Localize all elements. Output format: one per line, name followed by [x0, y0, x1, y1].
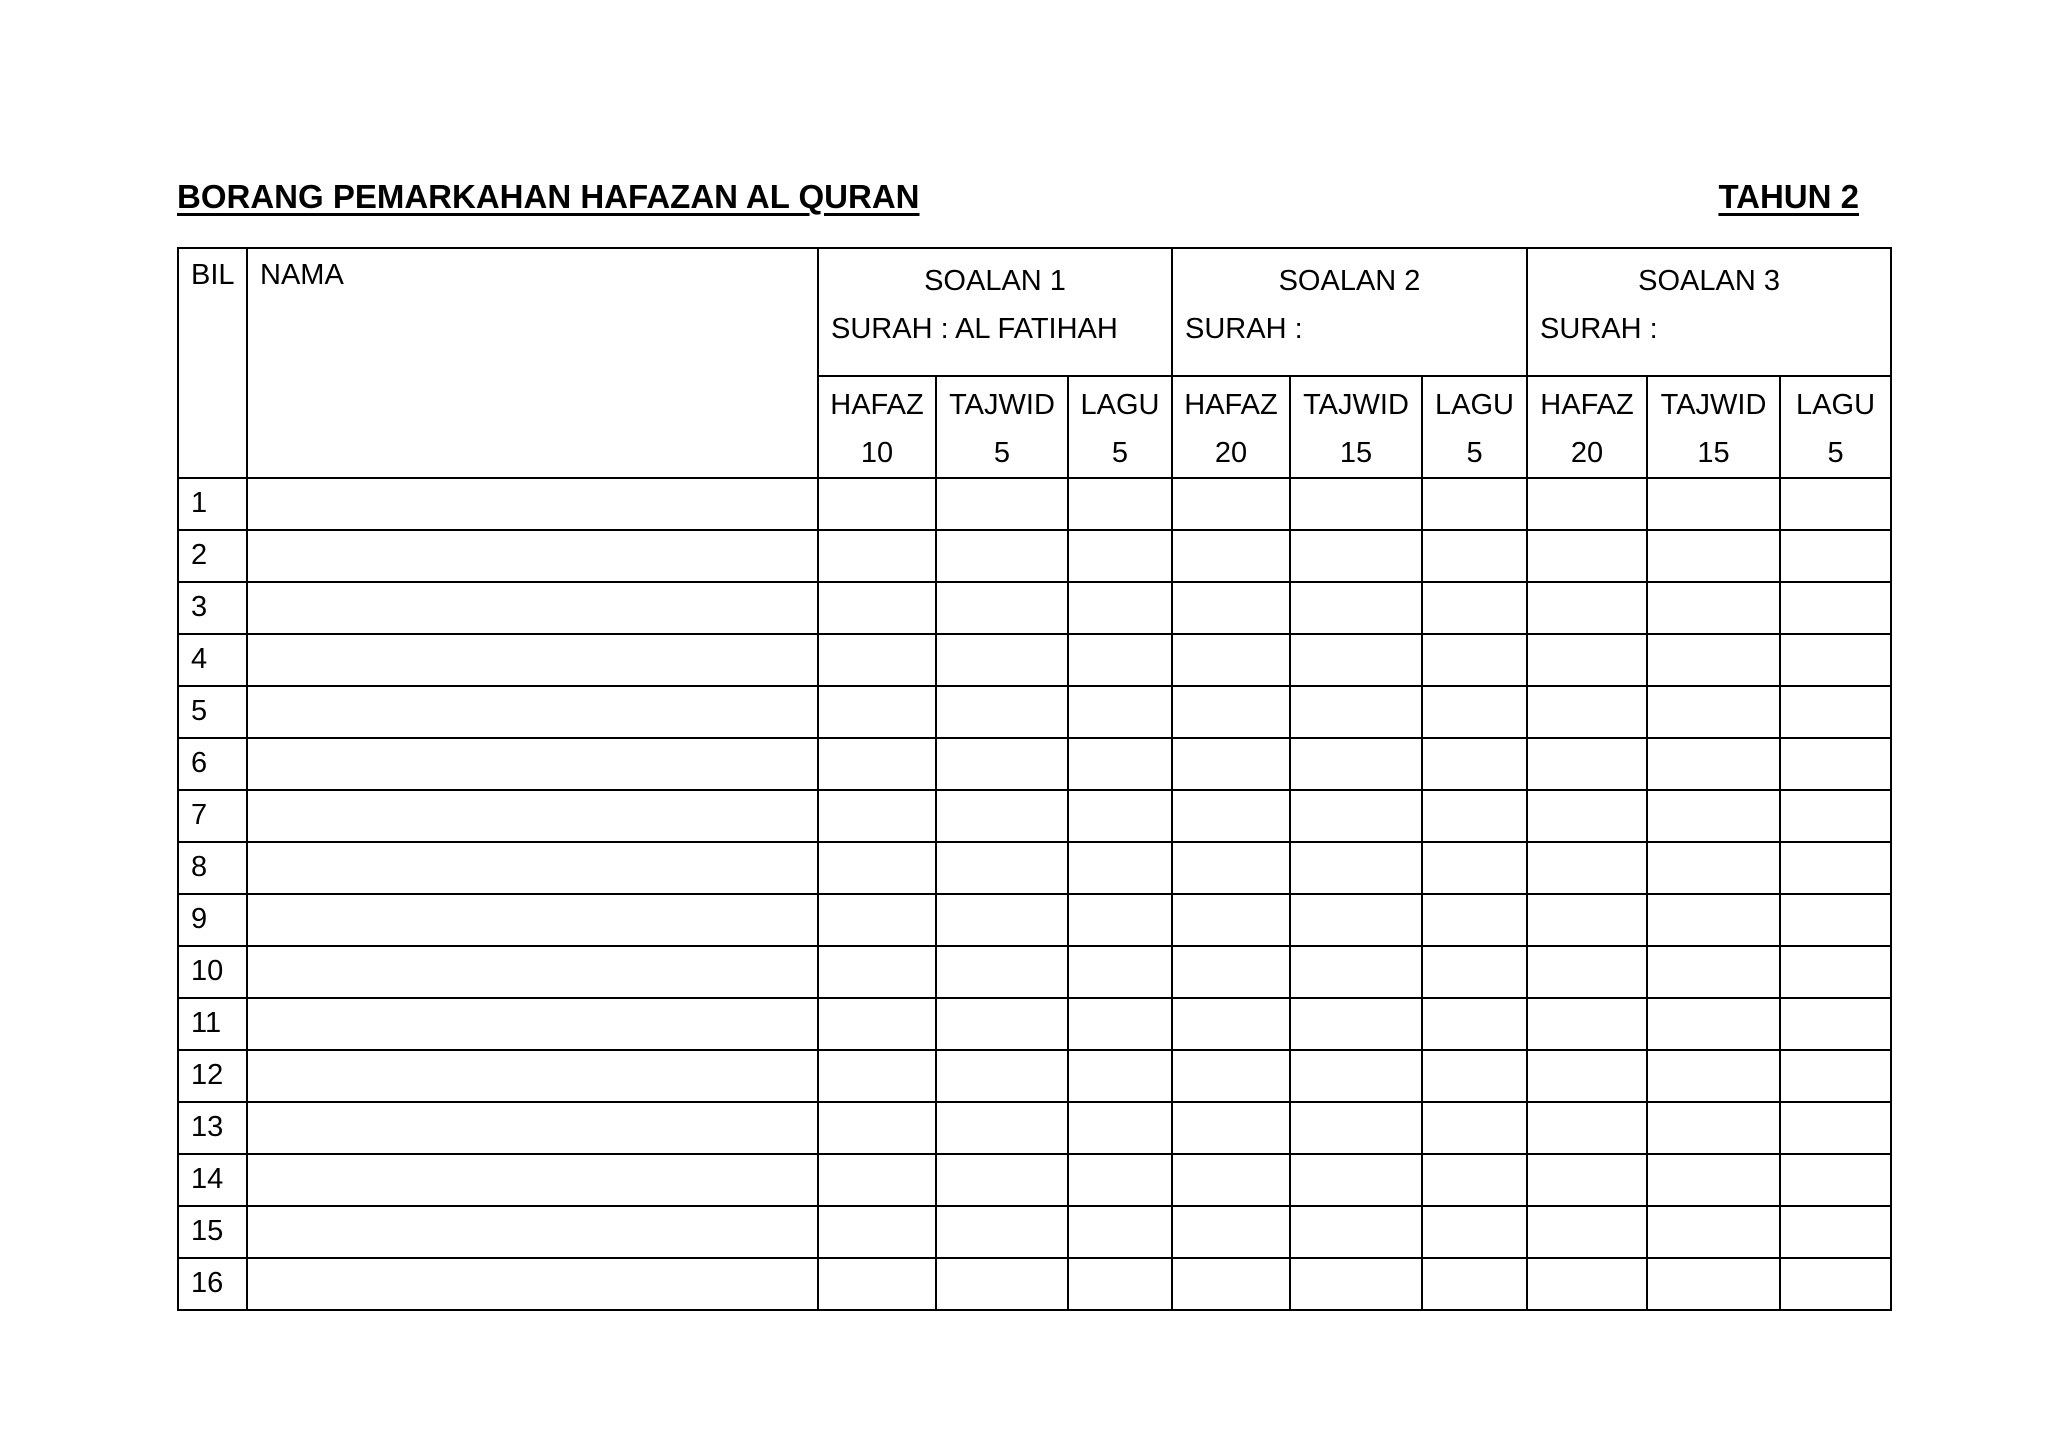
score-cell[interactable]	[1290, 894, 1422, 946]
name-cell[interactable]	[247, 686, 818, 738]
score-cell[interactable]	[936, 634, 1068, 686]
criteria-header	[1527, 376, 1647, 478]
form-title: BORANG PEMARKAHAN HAFAZAN AL QURAN	[177, 178, 920, 215]
score-cell[interactable]	[1422, 1154, 1527, 1206]
score-cell[interactable]	[1068, 894, 1172, 946]
score-cell[interactable]	[1527, 1206, 1647, 1258]
score-cell[interactable]	[818, 1206, 936, 1258]
score-cell[interactable]	[1172, 1258, 1290, 1310]
name-cell[interactable]	[247, 738, 818, 790]
score-cell[interactable]	[1422, 894, 1527, 946]
score-cell[interactable]	[1780, 1050, 1891, 1102]
score-cell[interactable]	[1780, 582, 1891, 634]
row-number: 15	[178, 1206, 247, 1258]
score-cell[interactable]	[818, 582, 936, 634]
score-table	[177, 247, 1892, 1311]
score-cell[interactable]	[1422, 1050, 1527, 1102]
score-cell[interactable]	[936, 686, 1068, 738]
row-number: 6	[178, 738, 247, 790]
score-cell[interactable]	[1527, 738, 1647, 790]
score-cell[interactable]	[1780, 738, 1891, 790]
score-cell[interactable]	[1647, 634, 1780, 686]
question-surah: SURAH :	[1185, 313, 1303, 345]
score-cell[interactable]	[1422, 998, 1527, 1050]
score-cell[interactable]	[1647, 1206, 1780, 1258]
score-cell[interactable]	[936, 1206, 1068, 1258]
name-cell[interactable]	[247, 946, 818, 998]
row-number: 9	[178, 894, 247, 946]
row-number: 13	[178, 1102, 247, 1154]
score-cell[interactable]	[1068, 842, 1172, 894]
criteria-label: LAGU	[1796, 389, 1876, 421]
score-cell[interactable]	[1647, 738, 1780, 790]
score-cell[interactable]	[1647, 790, 1780, 842]
criteria-max: 5	[1466, 437, 1483, 469]
score-cell[interactable]	[1068, 738, 1172, 790]
row-number: 1	[178, 478, 247, 530]
criteria-header	[1290, 376, 1422, 478]
year-label: TAHUN 2	[1718, 178, 1859, 215]
score-cell[interactable]	[1422, 686, 1527, 738]
name-cell[interactable]	[247, 790, 818, 842]
name-cell[interactable]	[247, 894, 818, 946]
score-cell[interactable]	[1068, 478, 1172, 530]
criteria-max: 10	[860, 437, 894, 469]
score-cell[interactable]	[936, 894, 1068, 946]
score-cell[interactable]	[818, 790, 936, 842]
name-cell[interactable]	[247, 1258, 818, 1310]
score-cell[interactable]	[1647, 1154, 1780, 1206]
criteria-max: 5	[1111, 437, 1129, 469]
score-cell[interactable]	[1290, 1258, 1422, 1310]
criteria-max: 15	[1339, 437, 1373, 469]
score-cell[interactable]	[818, 738, 936, 790]
score-cell[interactable]	[1647, 1050, 1780, 1102]
score-cell[interactable]	[818, 1154, 936, 1206]
score-cell[interactable]	[1290, 738, 1422, 790]
criteria-label: LAGU	[1080, 389, 1160, 421]
score-cell[interactable]	[1290, 686, 1422, 738]
row-number: 8	[178, 842, 247, 894]
score-cell[interactable]	[1172, 582, 1290, 634]
question-surah: SURAH : AL FATIHAH	[831, 313, 1118, 345]
score-cell[interactable]	[1290, 998, 1422, 1050]
criteria-max: 5	[1827, 437, 1844, 469]
table-row	[178, 790, 1891, 842]
table-row	[178, 1050, 1891, 1102]
score-cell[interactable]	[1422, 582, 1527, 634]
score-cell[interactable]	[936, 478, 1068, 530]
score-cell[interactable]	[1068, 582, 1172, 634]
score-cell[interactable]	[1068, 1258, 1172, 1310]
score-cell[interactable]	[1647, 1258, 1780, 1310]
criteria-label: HAFAZ	[1184, 389, 1278, 421]
score-cell[interactable]	[1422, 1102, 1527, 1154]
score-cell[interactable]	[1068, 998, 1172, 1050]
score-cell[interactable]	[1290, 582, 1422, 634]
score-cell[interactable]	[1780, 842, 1891, 894]
score-cell[interactable]	[1527, 686, 1647, 738]
score-cell[interactable]	[1422, 478, 1527, 530]
score-cell[interactable]	[1780, 790, 1891, 842]
table-row	[178, 530, 1891, 582]
score-cell[interactable]	[936, 1258, 1068, 1310]
score-cell[interactable]	[1527, 1102, 1647, 1154]
row-number: 16	[178, 1258, 247, 1310]
score-cell[interactable]	[1068, 946, 1172, 998]
score-cell[interactable]	[1527, 998, 1647, 1050]
score-cell[interactable]	[1527, 842, 1647, 894]
row-number: 7	[178, 790, 247, 842]
score-cell[interactable]	[1780, 998, 1891, 1050]
table-row	[178, 842, 1891, 894]
criteria-header	[1172, 376, 1290, 478]
table-row	[178, 686, 1891, 738]
score-cell[interactable]	[1647, 946, 1780, 998]
criteria-header	[818, 376, 936, 478]
score-cell[interactable]	[1290, 1050, 1422, 1102]
table-row	[178, 946, 1891, 998]
criteria-header	[1780, 376, 1891, 478]
row-number: 11	[178, 998, 247, 1050]
score-cell[interactable]	[1068, 1102, 1172, 1154]
score-cell[interactable]	[1172, 530, 1290, 582]
score-cell[interactable]	[1068, 530, 1172, 582]
score-cell[interactable]	[1290, 478, 1422, 530]
score-cell[interactable]	[936, 842, 1068, 894]
score-cell[interactable]	[936, 946, 1068, 998]
score-cell[interactable]	[1422, 738, 1527, 790]
table-row	[178, 582, 1891, 634]
score-cell[interactable]	[1290, 946, 1422, 998]
criteria-label: TAJWID	[1303, 389, 1409, 421]
score-cell[interactable]	[936, 790, 1068, 842]
score-cell[interactable]	[1780, 530, 1891, 582]
question-header-2	[1172, 248, 1527, 376]
score-cell[interactable]	[1647, 478, 1780, 530]
row-number: 3	[178, 582, 247, 634]
score-cell[interactable]	[818, 1102, 936, 1154]
score-cell[interactable]	[1172, 1050, 1290, 1102]
score-cell[interactable]	[818, 1258, 936, 1310]
score-cell[interactable]	[1527, 894, 1647, 946]
score-cell[interactable]	[1422, 946, 1527, 998]
name-cell[interactable]	[247, 1102, 818, 1154]
score-cell[interactable]	[1422, 530, 1527, 582]
score-cell[interactable]	[818, 998, 936, 1050]
question-title: SOALAN 3	[1638, 265, 1780, 297]
score-cell[interactable]	[1527, 1154, 1647, 1206]
score-cell[interactable]	[1290, 1102, 1422, 1154]
score-cell[interactable]	[1172, 790, 1290, 842]
score-cell[interactable]	[936, 738, 1068, 790]
score-cell[interactable]	[936, 582, 1068, 634]
score-cell[interactable]	[1422, 634, 1527, 686]
score-cell[interactable]	[1422, 1206, 1527, 1258]
score-cell[interactable]	[936, 1050, 1068, 1102]
table-row	[178, 894, 1891, 946]
score-cell[interactable]	[1647, 582, 1780, 634]
name-cell[interactable]	[247, 634, 818, 686]
table-row	[178, 1102, 1891, 1154]
score-cell[interactable]	[1527, 634, 1647, 686]
score-cell[interactable]	[1290, 790, 1422, 842]
score-cell[interactable]	[1422, 1258, 1527, 1310]
score-cell[interactable]	[1527, 1050, 1647, 1102]
criteria-label: HAFAZ	[830, 389, 924, 421]
criteria-max: 20	[1214, 437, 1248, 469]
row-number: 14	[178, 1154, 247, 1206]
score-cell[interactable]	[1068, 1050, 1172, 1102]
criteria-max: 15	[1697, 437, 1730, 469]
score-cell[interactable]	[1172, 998, 1290, 1050]
score-cell[interactable]	[1647, 530, 1780, 582]
score-cell[interactable]	[818, 842, 936, 894]
table-row	[178, 998, 1891, 1050]
name-cell[interactable]	[247, 842, 818, 894]
header-row-questions	[178, 248, 1891, 376]
score-cell[interactable]	[1290, 634, 1422, 686]
score-cell[interactable]	[1527, 478, 1647, 530]
score-cell[interactable]	[818, 686, 936, 738]
table-row	[178, 738, 1891, 790]
criteria-header	[1422, 376, 1527, 478]
name-cell[interactable]	[247, 1206, 818, 1258]
score-cell[interactable]	[1780, 946, 1891, 998]
score-cell[interactable]	[818, 478, 936, 530]
score-cell[interactable]	[936, 1154, 1068, 1206]
score-cell[interactable]	[1780, 686, 1891, 738]
score-cell[interactable]	[1290, 530, 1422, 582]
score-cell[interactable]	[1290, 842, 1422, 894]
name-cell[interactable]	[247, 530, 818, 582]
score-cell[interactable]	[1647, 998, 1780, 1050]
score-cell[interactable]	[936, 1102, 1068, 1154]
question-surah: SURAH :	[1540, 313, 1658, 345]
score-cell[interactable]	[1780, 1258, 1891, 1310]
score-cell[interactable]	[1780, 478, 1891, 530]
criteria-max: 20	[1570, 437, 1604, 469]
score-cell[interactable]	[1780, 1154, 1891, 1206]
score-cell[interactable]	[1527, 946, 1647, 998]
score-cell[interactable]	[1290, 1206, 1422, 1258]
name-cell[interactable]	[247, 582, 818, 634]
name-cell[interactable]	[247, 1154, 818, 1206]
score-cell[interactable]	[1172, 1154, 1290, 1206]
score-cell[interactable]	[1172, 1102, 1290, 1154]
score-cell[interactable]	[1422, 790, 1527, 842]
score-cell[interactable]	[1068, 634, 1172, 686]
row-number: 5	[178, 686, 247, 738]
score-cell[interactable]	[1780, 894, 1891, 946]
table-row	[178, 634, 1891, 686]
name-cell[interactable]	[247, 478, 818, 530]
score-cell[interactable]	[1172, 1206, 1290, 1258]
question-header-3	[1527, 248, 1891, 376]
row-number: 10	[178, 946, 247, 998]
score-cell[interactable]	[1422, 842, 1527, 894]
score-cell[interactable]	[936, 530, 1068, 582]
criteria-header	[1068, 376, 1172, 478]
criteria-header	[936, 376, 1068, 478]
score-cell[interactable]	[1647, 894, 1780, 946]
score-cell[interactable]	[1780, 1206, 1891, 1258]
score-cell[interactable]	[1172, 478, 1290, 530]
criteria-label: HAFAZ	[1540, 389, 1634, 421]
score-cell[interactable]	[1290, 1154, 1422, 1206]
score-cell[interactable]	[1068, 1206, 1172, 1258]
score-cell[interactable]	[1172, 842, 1290, 894]
score-cell[interactable]	[1172, 738, 1290, 790]
question-title: SOALAN 1	[924, 265, 1066, 297]
score-cell[interactable]	[1172, 686, 1290, 738]
score-cell[interactable]	[818, 1050, 936, 1102]
score-cell[interactable]	[1647, 686, 1780, 738]
score-cell[interactable]	[1527, 1258, 1647, 1310]
score-cell[interactable]	[1527, 582, 1647, 634]
row-number: 12	[178, 1050, 247, 1102]
score-cell[interactable]	[1647, 842, 1780, 894]
criteria-header	[1647, 376, 1780, 478]
table-row	[178, 1258, 1891, 1310]
score-cell[interactable]	[1068, 790, 1172, 842]
score-cell[interactable]	[936, 998, 1068, 1050]
column-header-nama: NAMA	[247, 248, 818, 478]
criteria-label: LAGU	[1435, 389, 1514, 421]
criteria-label: TAJWID	[949, 389, 1055, 421]
criteria-label: TAJWID	[1660, 389, 1767, 421]
score-cell[interactable]	[1172, 894, 1290, 946]
question-header-1	[818, 248, 1172, 376]
row-number: 2	[178, 530, 247, 582]
score-cell[interactable]	[1068, 1154, 1172, 1206]
score-cell[interactable]	[818, 946, 936, 998]
score-cell[interactable]	[1647, 1102, 1780, 1154]
score-cell[interactable]	[1172, 946, 1290, 998]
table-row	[178, 1206, 1891, 1258]
score-cell[interactable]	[1068, 686, 1172, 738]
score-cell[interactable]	[818, 894, 936, 946]
name-cell[interactable]	[247, 998, 818, 1050]
question-title: SOALAN 2	[1278, 265, 1421, 297]
score-cell[interactable]	[1780, 1102, 1891, 1154]
table-row	[178, 478, 1891, 530]
score-cell[interactable]	[1172, 634, 1290, 686]
score-cell[interactable]	[1527, 530, 1647, 582]
table-row	[178, 1154, 1891, 1206]
score-cell[interactable]	[1780, 634, 1891, 686]
name-cell[interactable]	[247, 1050, 818, 1102]
column-header-bil: BIL	[178, 248, 247, 478]
score-cell[interactable]	[818, 530, 936, 582]
criteria-max: 5	[993, 437, 1011, 469]
score-cell[interactable]	[1527, 790, 1647, 842]
row-number: 4	[178, 634, 247, 686]
score-cell[interactable]	[818, 634, 936, 686]
